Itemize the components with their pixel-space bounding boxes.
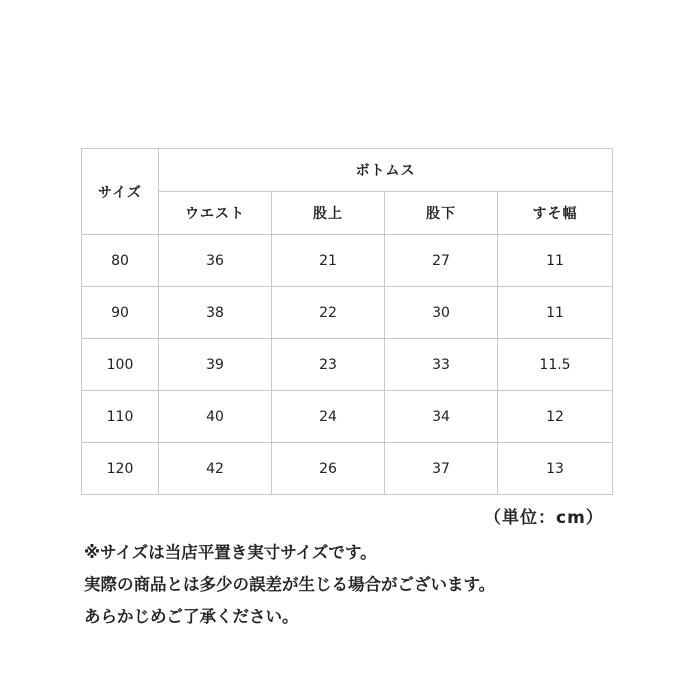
table-header-row (82, 149, 613, 192)
hem-width-cell: 11 (498, 235, 613, 287)
column-header-waist: ウエスト (159, 192, 272, 235)
size-cell: 100 (82, 339, 159, 391)
size-cell: 120 (82, 443, 159, 495)
rise-cell: 24 (272, 391, 385, 443)
column-header-inseam: 股下 (385, 192, 498, 235)
table-subheader-row (82, 192, 613, 235)
rise-cell: 26 (272, 443, 385, 495)
table-row (82, 235, 613, 287)
note-line: あらかじめご了承ください。 (84, 607, 299, 626)
waist-cell: 36 (159, 235, 272, 287)
column-header-rise: 股上 (272, 192, 385, 235)
bottoms-group-header: ボトムス (159, 149, 613, 192)
unit-note: （単位：cm） (484, 508, 604, 528)
inseam-cell: 30 (385, 287, 498, 339)
notes (84, 537, 495, 633)
table-row (82, 443, 613, 495)
column-header-hem-width: すそ幅 (498, 192, 613, 235)
rise-cell: 23 (272, 339, 385, 391)
waist-cell: 40 (159, 391, 272, 443)
table-row (82, 287, 613, 339)
size-cell: 110 (82, 391, 159, 443)
waist-cell: 38 (159, 287, 272, 339)
size-header: サイズ (82, 149, 159, 235)
inseam-cell: 34 (385, 391, 498, 443)
size-table (81, 148, 613, 495)
waist-cell: 39 (159, 339, 272, 391)
hem-width-cell: 11 (498, 287, 613, 339)
waist-cell: 42 (159, 443, 272, 495)
note-line: 実際の商品とは多少の誤差が生じる場合がございます。 (84, 575, 496, 594)
inseam-cell: 37 (385, 443, 498, 495)
size-cell: 80 (82, 235, 159, 287)
hem-width-cell: 12 (498, 391, 613, 443)
hem-width-cell: 13 (498, 443, 613, 495)
table-row (82, 391, 613, 443)
hem-width-cell: 11.5 (498, 339, 613, 391)
rise-cell: 22 (272, 287, 385, 339)
size-cell: 90 (82, 287, 159, 339)
rise-cell: 21 (272, 235, 385, 287)
note-line: ※サイズは当店平置き実寸サイズです。 (84, 543, 377, 562)
inseam-cell: 33 (385, 339, 498, 391)
inseam-cell: 27 (385, 235, 498, 287)
table-row (82, 339, 613, 391)
